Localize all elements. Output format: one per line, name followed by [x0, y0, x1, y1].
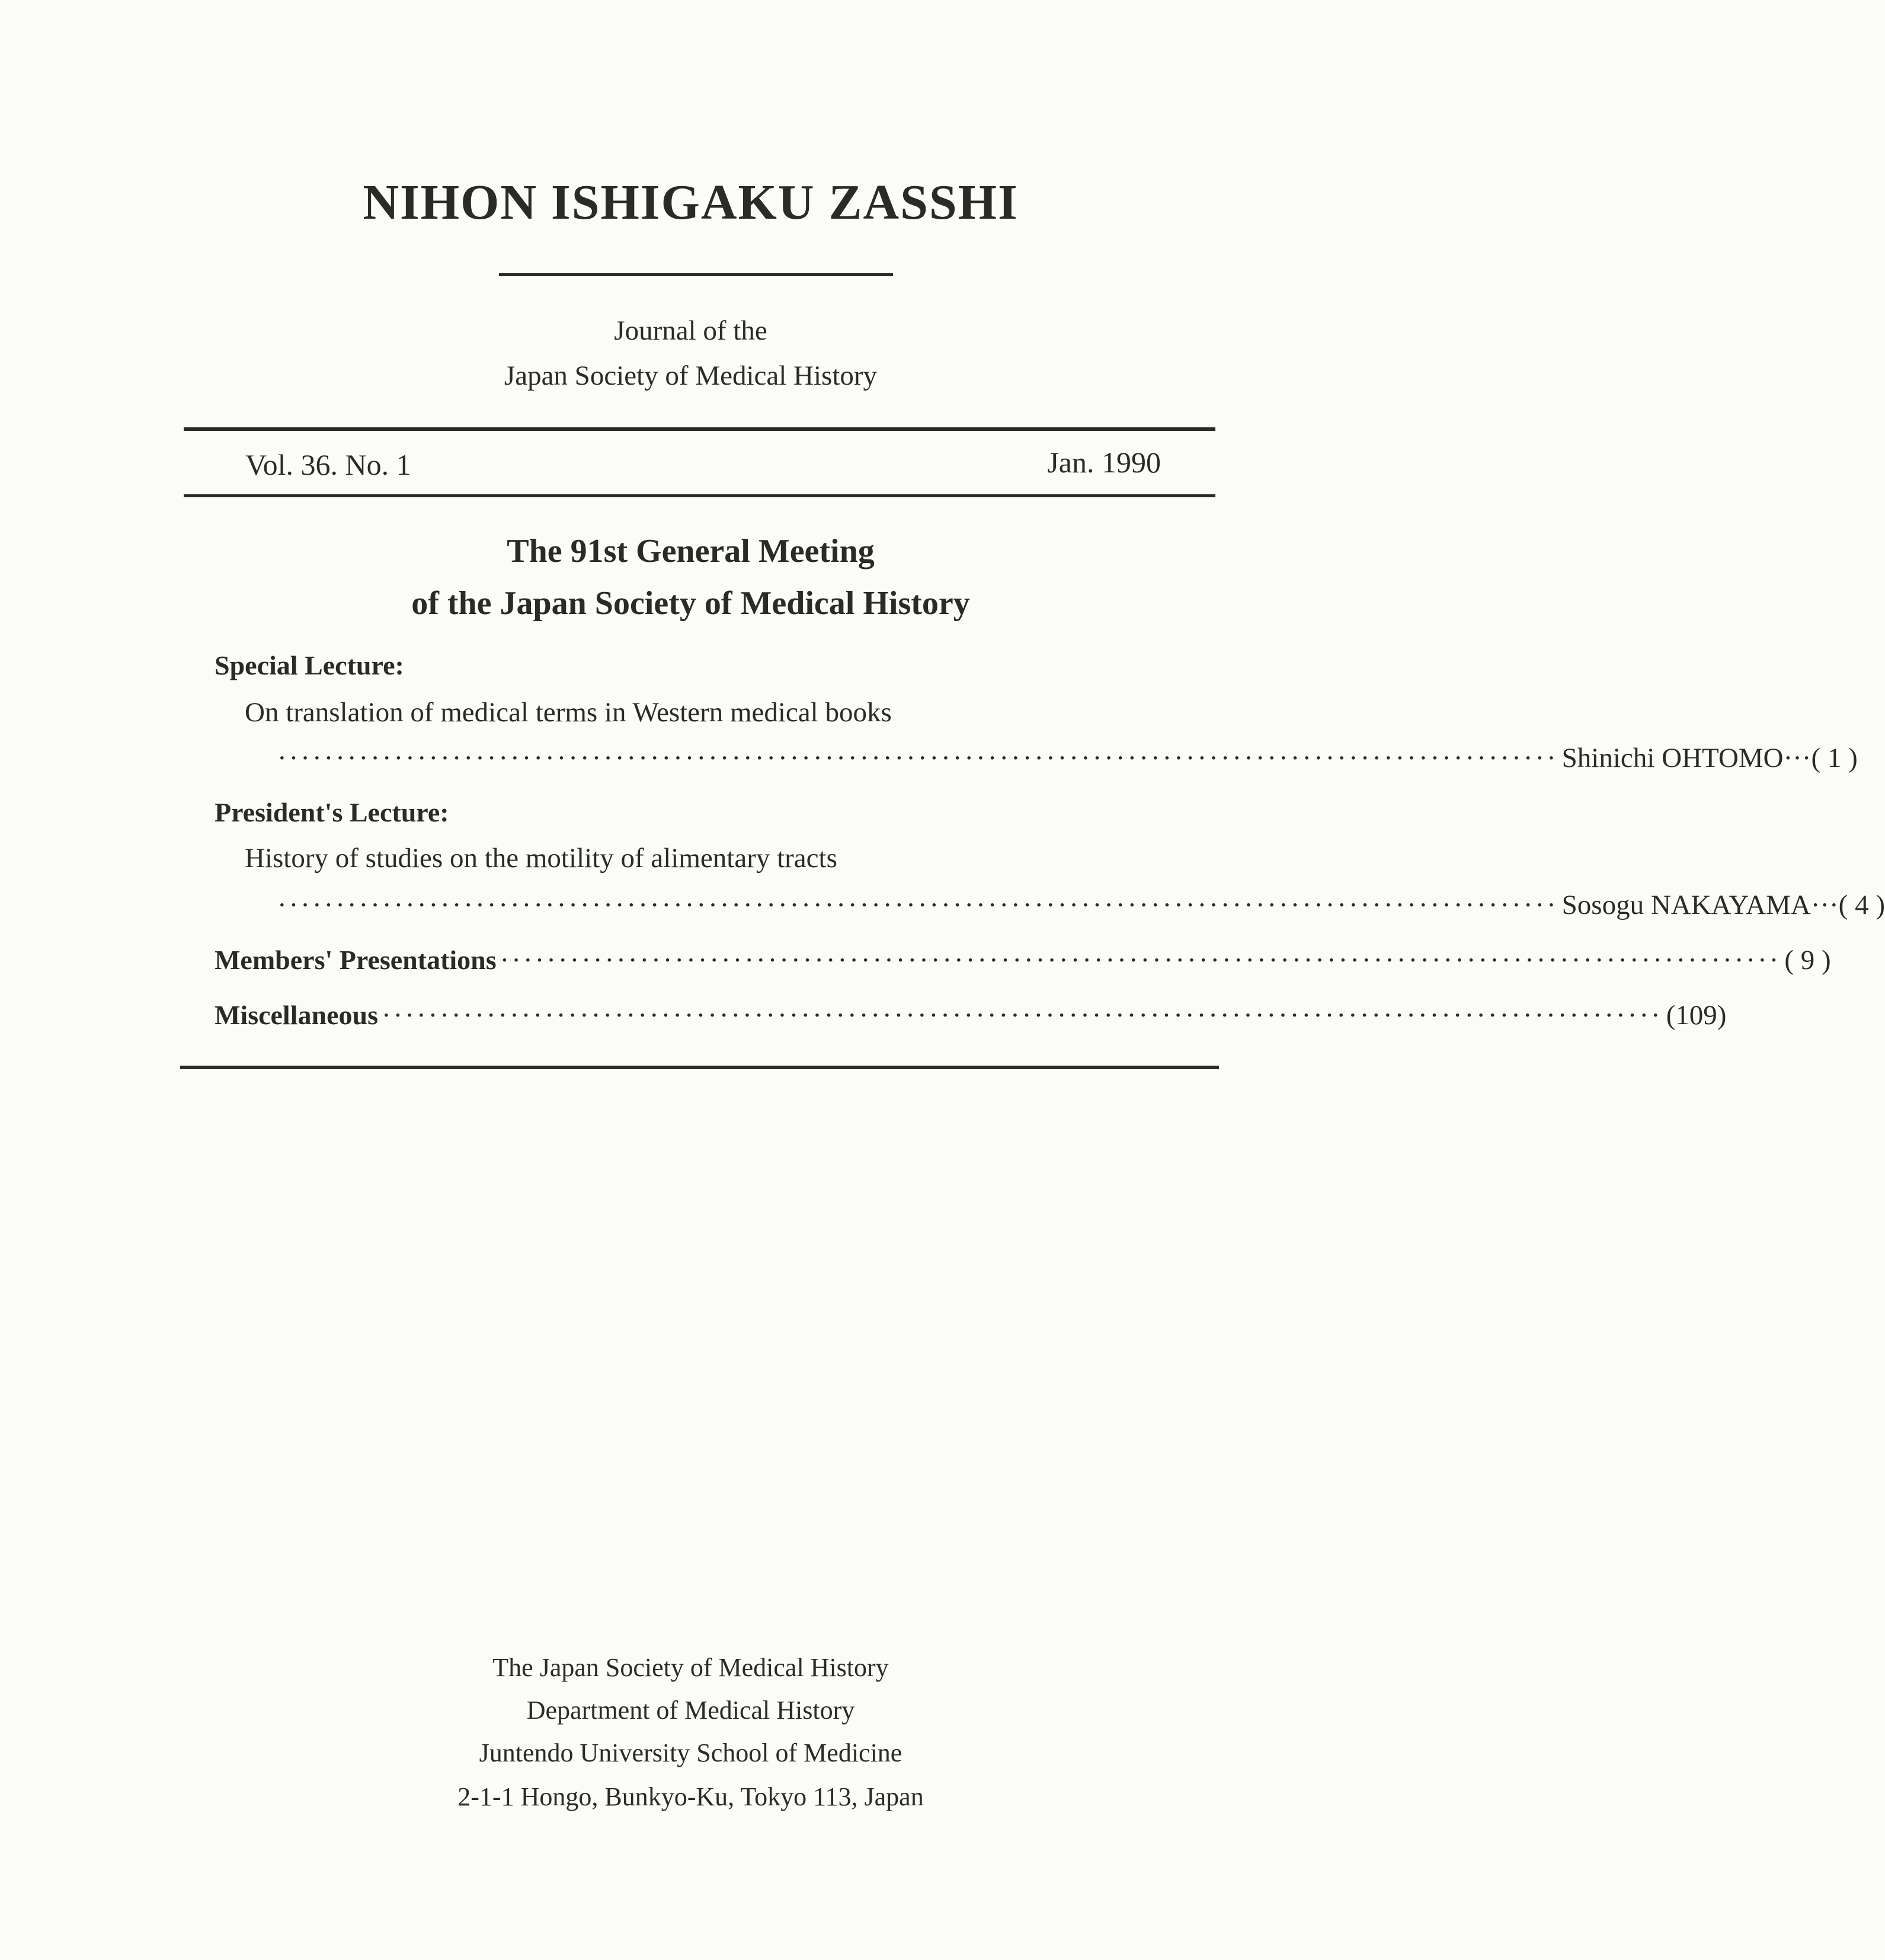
- miscellaneous-page: (109): [1666, 1000, 1727, 1031]
- issue-date: Jan. 1990: [1047, 446, 1161, 479]
- title-underline: [499, 273, 893, 276]
- meeting-title-line2: of the Japan Society of Medical History: [411, 585, 970, 622]
- presidents-lecture-heading: President's Lecture:: [215, 797, 449, 827]
- journal-subtitle-line2: Japan Society of Medical History: [504, 360, 878, 391]
- journal-subtitle-line1: Journal of the: [614, 315, 767, 346]
- miscellaneous-entry: [215, 997, 1727, 1033]
- journal-title: NIHON ISHIGAKU ZASSHI: [363, 175, 1019, 230]
- special-lecture-entry: [274, 740, 1858, 776]
- issue-top-rule: [184, 427, 1215, 431]
- special-lecture-author: Shinichi OHTOMO: [1561, 743, 1784, 773]
- dot-leader: ··············································································································: [500, 945, 1781, 976]
- meeting-title-line1: The 91st General Meeting: [507, 533, 875, 570]
- contents-bottom-rule: [180, 1066, 1219, 1069]
- members-presentations-page: ( 9 ): [1784, 945, 1831, 976]
- dot-leader: ··············································································································: [277, 890, 1558, 920]
- miscellaneous-label: Miscellaneous: [215, 1000, 378, 1030]
- publisher-name: The Japan Society of Medical History: [492, 1653, 889, 1682]
- members-presentations-entry: [215, 942, 1831, 978]
- dot-leader: ··············································································································: [277, 743, 1558, 773]
- special-lecture-heading: Special Lecture:: [215, 650, 404, 680]
- dot-leader-short: ···: [1810, 890, 1839, 920]
- dot-leader: ··············································································································: [381, 1000, 1663, 1031]
- publisher-department: Department of Medical History: [526, 1696, 855, 1725]
- publisher-address: 2-1-1 Hongo, Bunkyo-Ku, Tokyo 113, Japan: [457, 1782, 924, 1811]
- publisher-institution: Juntendo University School of Medicine: [479, 1738, 903, 1767]
- volume-number: Vol. 36. No. 1: [245, 448, 411, 481]
- presidents-lecture-title: History of studies on the motility of alimentary tracts: [245, 843, 837, 874]
- members-presentations-label: Members' Presentations: [215, 945, 497, 975]
- presidents-lecture-author: Sosogu NAKAYAMA: [1561, 890, 1811, 920]
- issue-bottom-rule: [184, 494, 1215, 497]
- special-lecture-title: On translation of medical terms in Western medical books: [245, 697, 892, 728]
- dot-leader-short: ···: [1783, 743, 1812, 773]
- presidents-lecture-page: ( 4 ): [1838, 890, 1885, 920]
- special-lecture-page: ( 1 ): [1811, 743, 1858, 773]
- presidents-lecture-entry: [274, 887, 1885, 923]
